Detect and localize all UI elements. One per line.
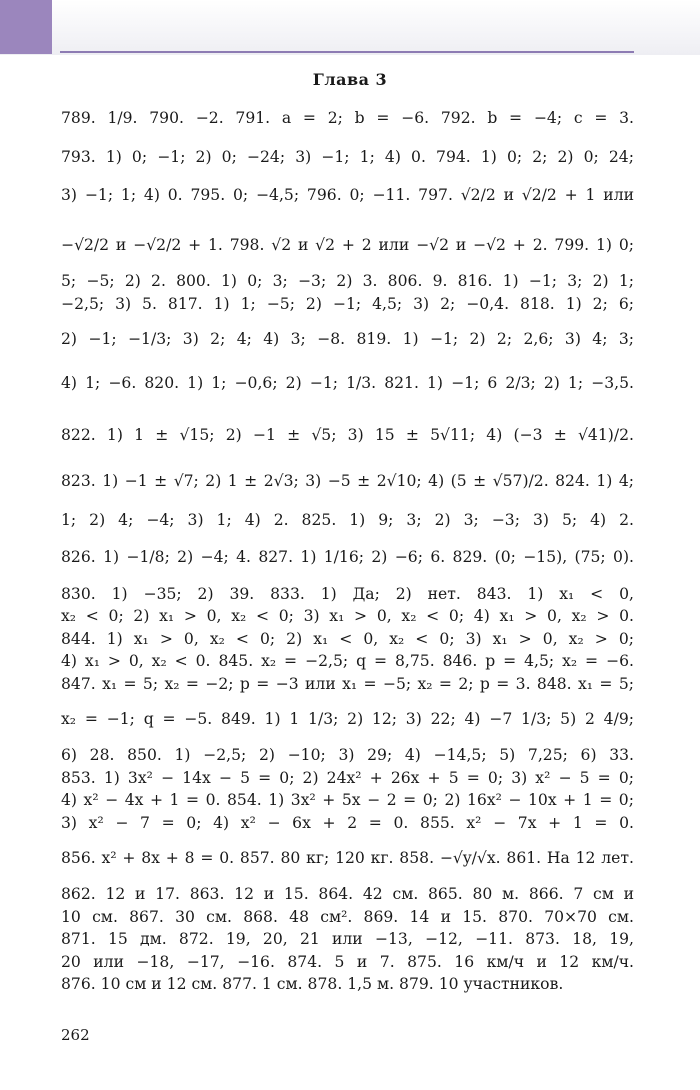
text-line: 4) x² − 4x + 1 = 0. 854. 1) 3x² + 5x − 2 = 0; 2) 16x² − 10x + 1 = 0; [61, 791, 634, 809]
corner-tab [0, 0, 52, 54]
text-line: 2) −1; −1/3; 3) 2; 4; 4) 3; −8. 819. 1) −1; 2) 2; 2,6; 3) 4; 3; [61, 330, 634, 348]
text-line: 862. 12 и 17. 863. 12 и 15. 864. 42 см. 865. 80 м. 866. 7 см и [61, 885, 634, 903]
text-line: 853. 1) 3x² − 14x − 5 = 0; 2) 24x² + 26x + 5 = 0; 3) x² − 5 = 0; [61, 769, 634, 787]
text-line: 826. 1) −1/8; 2) −4; 4. 827. 1) 1/16; 2) −6; 6. 829. (0; −15), (75; 0). [61, 548, 634, 566]
text-line: 789. 1/9. 790. −2. 791. a = 2; b = −6. 792. b = −4; c = 3. [61, 109, 634, 127]
text-line: −2,5; 3) 5. 817. 1) 1; −5; 2) −1; 4,5; 3) 2; −0,4. 818. 1) 2; 6; [61, 295, 634, 313]
text-line: 823. 1) −1 ± √7; 2) 1 ± 2√3; 3) −5 ± 2√10; 4) (5 ± √57)/2. 824. 1) 4; [61, 472, 634, 490]
text-line: 4) x₁ > 0, x₂ < 0. 845. x₂ = −2,5; q = 8,75. 846. p = 4,5; x₂ = −6. [61, 652, 634, 670]
text-line: 1; 2) 4; −4; 3) 1; 4) 2. 825. 1) 9; 3; 2) 3; −3; 3) 5; 4) 2. [61, 511, 634, 529]
text-line: 871. 15 дм. 872. 19, 20, 21 или −13, −12, −11. 873. 18, 19, [61, 930, 634, 948]
text-line: 844. 1) x₁ > 0, x₂ < 0; 2) x₁ < 0, x₂ < 0; 3) x₁ > 0, x₂ > 0; [61, 630, 634, 648]
page-header-band [0, 0, 700, 55]
text-line: 856. x² + 8x + 8 = 0. 857. 80 кг; 120 кг. 858. −√y/√x. 861. На 12 лет. [61, 849, 634, 867]
text-line: x₂ < 0; 2) x₁ > 0, x₂ < 0; 3) x₁ > 0, x₂ < 0; 4) x₁ > 0, x₂ > 0. [61, 607, 634, 625]
chapter-title: Глава 3 [312, 70, 388, 89]
text-line: 5; −5; 2) 2. 800. 1) 0; 3; −3; 2) 3. 806. 9. 816. 1) −1; 3; 2) 1; [61, 272, 634, 290]
text-line: 20 или −18, −17, −16. 874. 5 и 7. 875. 16 км/ч и 12 км/ч. [61, 953, 634, 971]
text-line: x₂ = −1; q = −5. 849. 1) 1 1/3; 2) 12; 3) 22; 4) −7 1/3; 5) 2 4/9; [61, 710, 634, 728]
text-line: 822. 1) 1 ± √15; 2) −1 ± √5; 3) 15 ± 5√11; 4) (−3 ± √41)/2. [61, 426, 634, 444]
text-line: 830. 1) −35; 2) 39. 833. 1) Да; 2) нет. 843. 1) x₁ < 0, [61, 585, 634, 603]
text-line: 3) x² − 7 = 0; 4) x² − 6x + 2 = 0. 855. x² − 7x + 1 = 0. [61, 814, 634, 832]
text-line: 4) 1; −6. 820. 1) 1; −0,6; 2) −1; 1/3. 821. 1) −1; 6 2/3; 2) 1; −3,5. [61, 374, 634, 392]
page-number: 262 [61, 1026, 90, 1044]
text-line: −√2/2 и −√2/2 + 1. 798. √2 и √2 + 2 или −√2 и −√2 + 2. 799. 1) 0; [61, 236, 634, 254]
header-rule [60, 51, 634, 53]
text-line: 793. 1) 0; −1; 2) 0; −24; 3) −1; 1; 4) 0. 794. 1) 0; 2; 2) 0; 24; [61, 148, 634, 166]
text-line: 847. x₁ = 5; x₂ = −2; p = −3 или x₁ = −5; x₂ = 2; p = 3. 848. x₁ = 5; [61, 675, 634, 693]
text-line: 3) −1; 1; 4) 0. 795. 0; −4,5; 796. 0; −11. 797. √2/2 и √2/2 + 1 или [61, 186, 634, 204]
text-line: 6) 28. 850. 1) −2,5; 2) −10; 3) 29; 4) −14,5; 5) 7,25; 6) 33. [61, 746, 634, 764]
text-line: 10 см. 867. 30 см. 868. 48 см². 869. 14 и 15. 870. 70×70 см. [61, 908, 634, 926]
text-line: 876. 10 см и 12 см. 877. 1 см. 878. 1,5 м. 879. 10 участников. [61, 975, 564, 993]
